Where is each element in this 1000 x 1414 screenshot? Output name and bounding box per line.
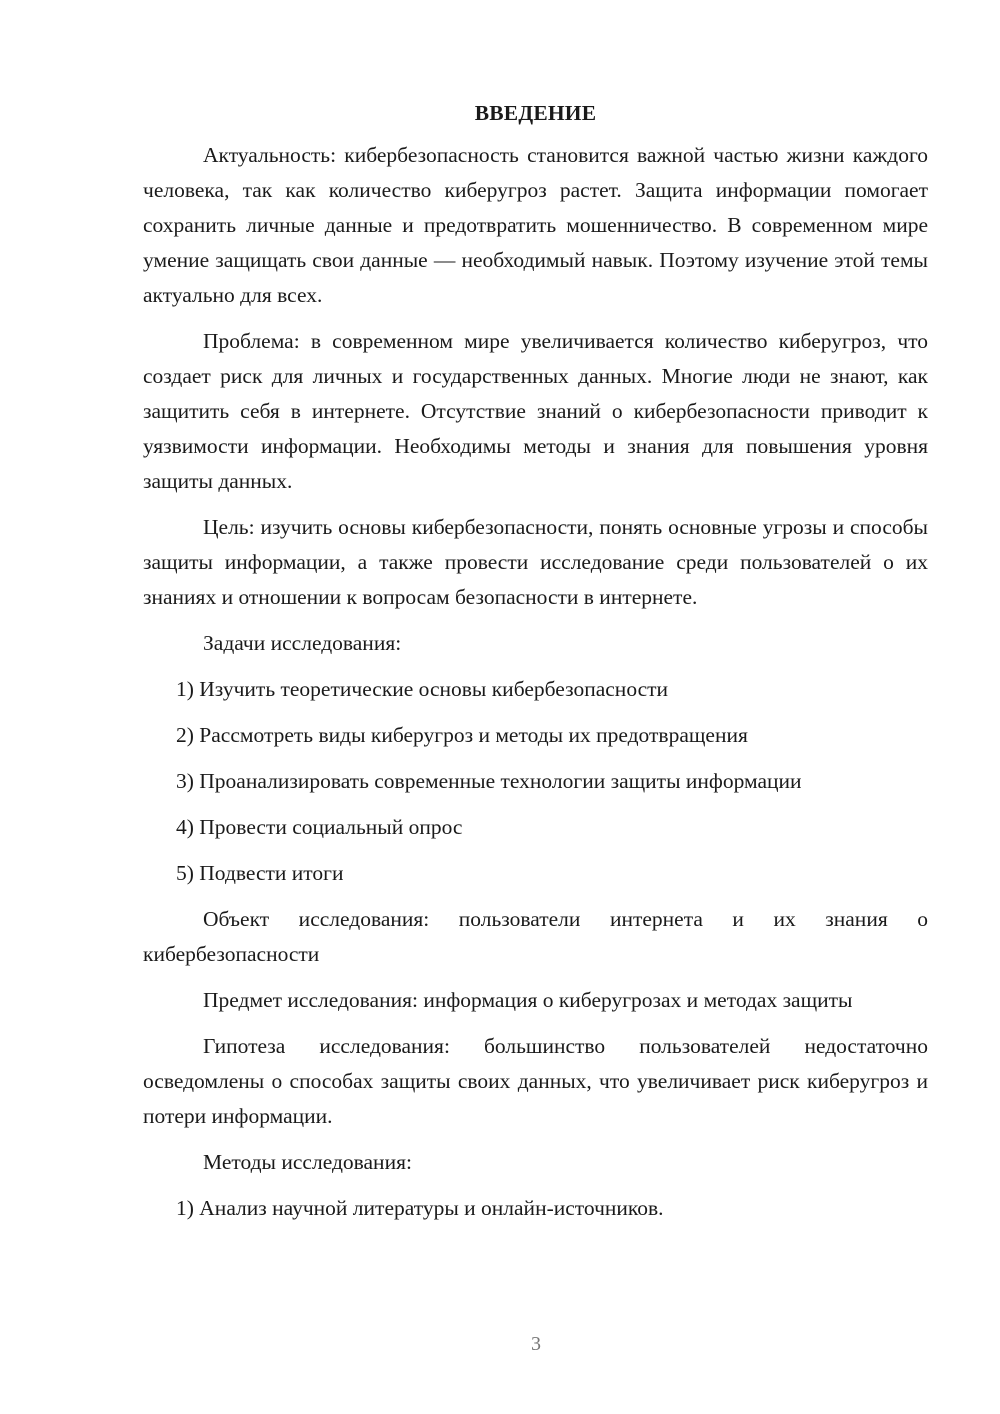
problem-paragraph: Проблема: в современном мире увеличивается количество киберугроз, что создает риск для личных и государственных данных. Многие люди не знают, как защитить себя в интернете. Отсутствие знаний о кибербезопасности приводит к уязвимости информации. Необходимы методы и знания для повышения уровня защиты данных. <box>143 329 928 493</box>
task-item: 1) Изучить теоретические основы кибербезопасности <box>176 677 669 701</box>
object-paragraph: Объект исследования: пользователи интернета и их знания о кибербезопасности <box>143 907 928 966</box>
page-content <box>143 96 928 1237</box>
hypothesis-paragraph: Гипотеза исследования: большинство пользователей недостаточно осведомлены о способах защиты своих данных, что увеличивает риск киберугроз и потери информации. <box>143 1034 928 1128</box>
section-title: ВВЕДЕНИЕ <box>474 101 597 125</box>
method-item: 1) Анализ научной литературы и онлайн-источников. <box>176 1196 664 1220</box>
relevance-paragraph: Актуальность: кибербезопасность становится важной частью жизни каждого человека, так как количество киберугроз растет. Защита информации помогает сохранить личные данные и предотвратить мошенничество. В современном мире умение защищать свои данные — необходимый навык. Поэтому изучение этой темы актуально для всех. <box>143 143 928 307</box>
task-item: 3) Проанализировать современные технологии защиты информации <box>176 769 802 793</box>
task-item: 4) Провести социальный опрос <box>176 815 463 839</box>
task-item: 2) Рассмотреть виды киберугроз и методы их предотвращения <box>176 723 748 747</box>
goal-paragraph: Цель: изучить основы кибербезопасности, понять основные угрозы и способы защиты информации, а также провести исследование среди пользователей о их знаниях и отношении к вопросам безопасности в интернете. <box>143 515 928 609</box>
methods-heading: Методы исследования: <box>203 1150 412 1174</box>
page-number: 3 <box>531 1333 541 1355</box>
subject-paragraph: Предмет исследования: информация о киберугрозах и методах защиты <box>203 988 853 1012</box>
task-item: 5) Подвести итоги <box>176 861 344 885</box>
tasks-heading: Задачи исследования: <box>203 631 402 655</box>
